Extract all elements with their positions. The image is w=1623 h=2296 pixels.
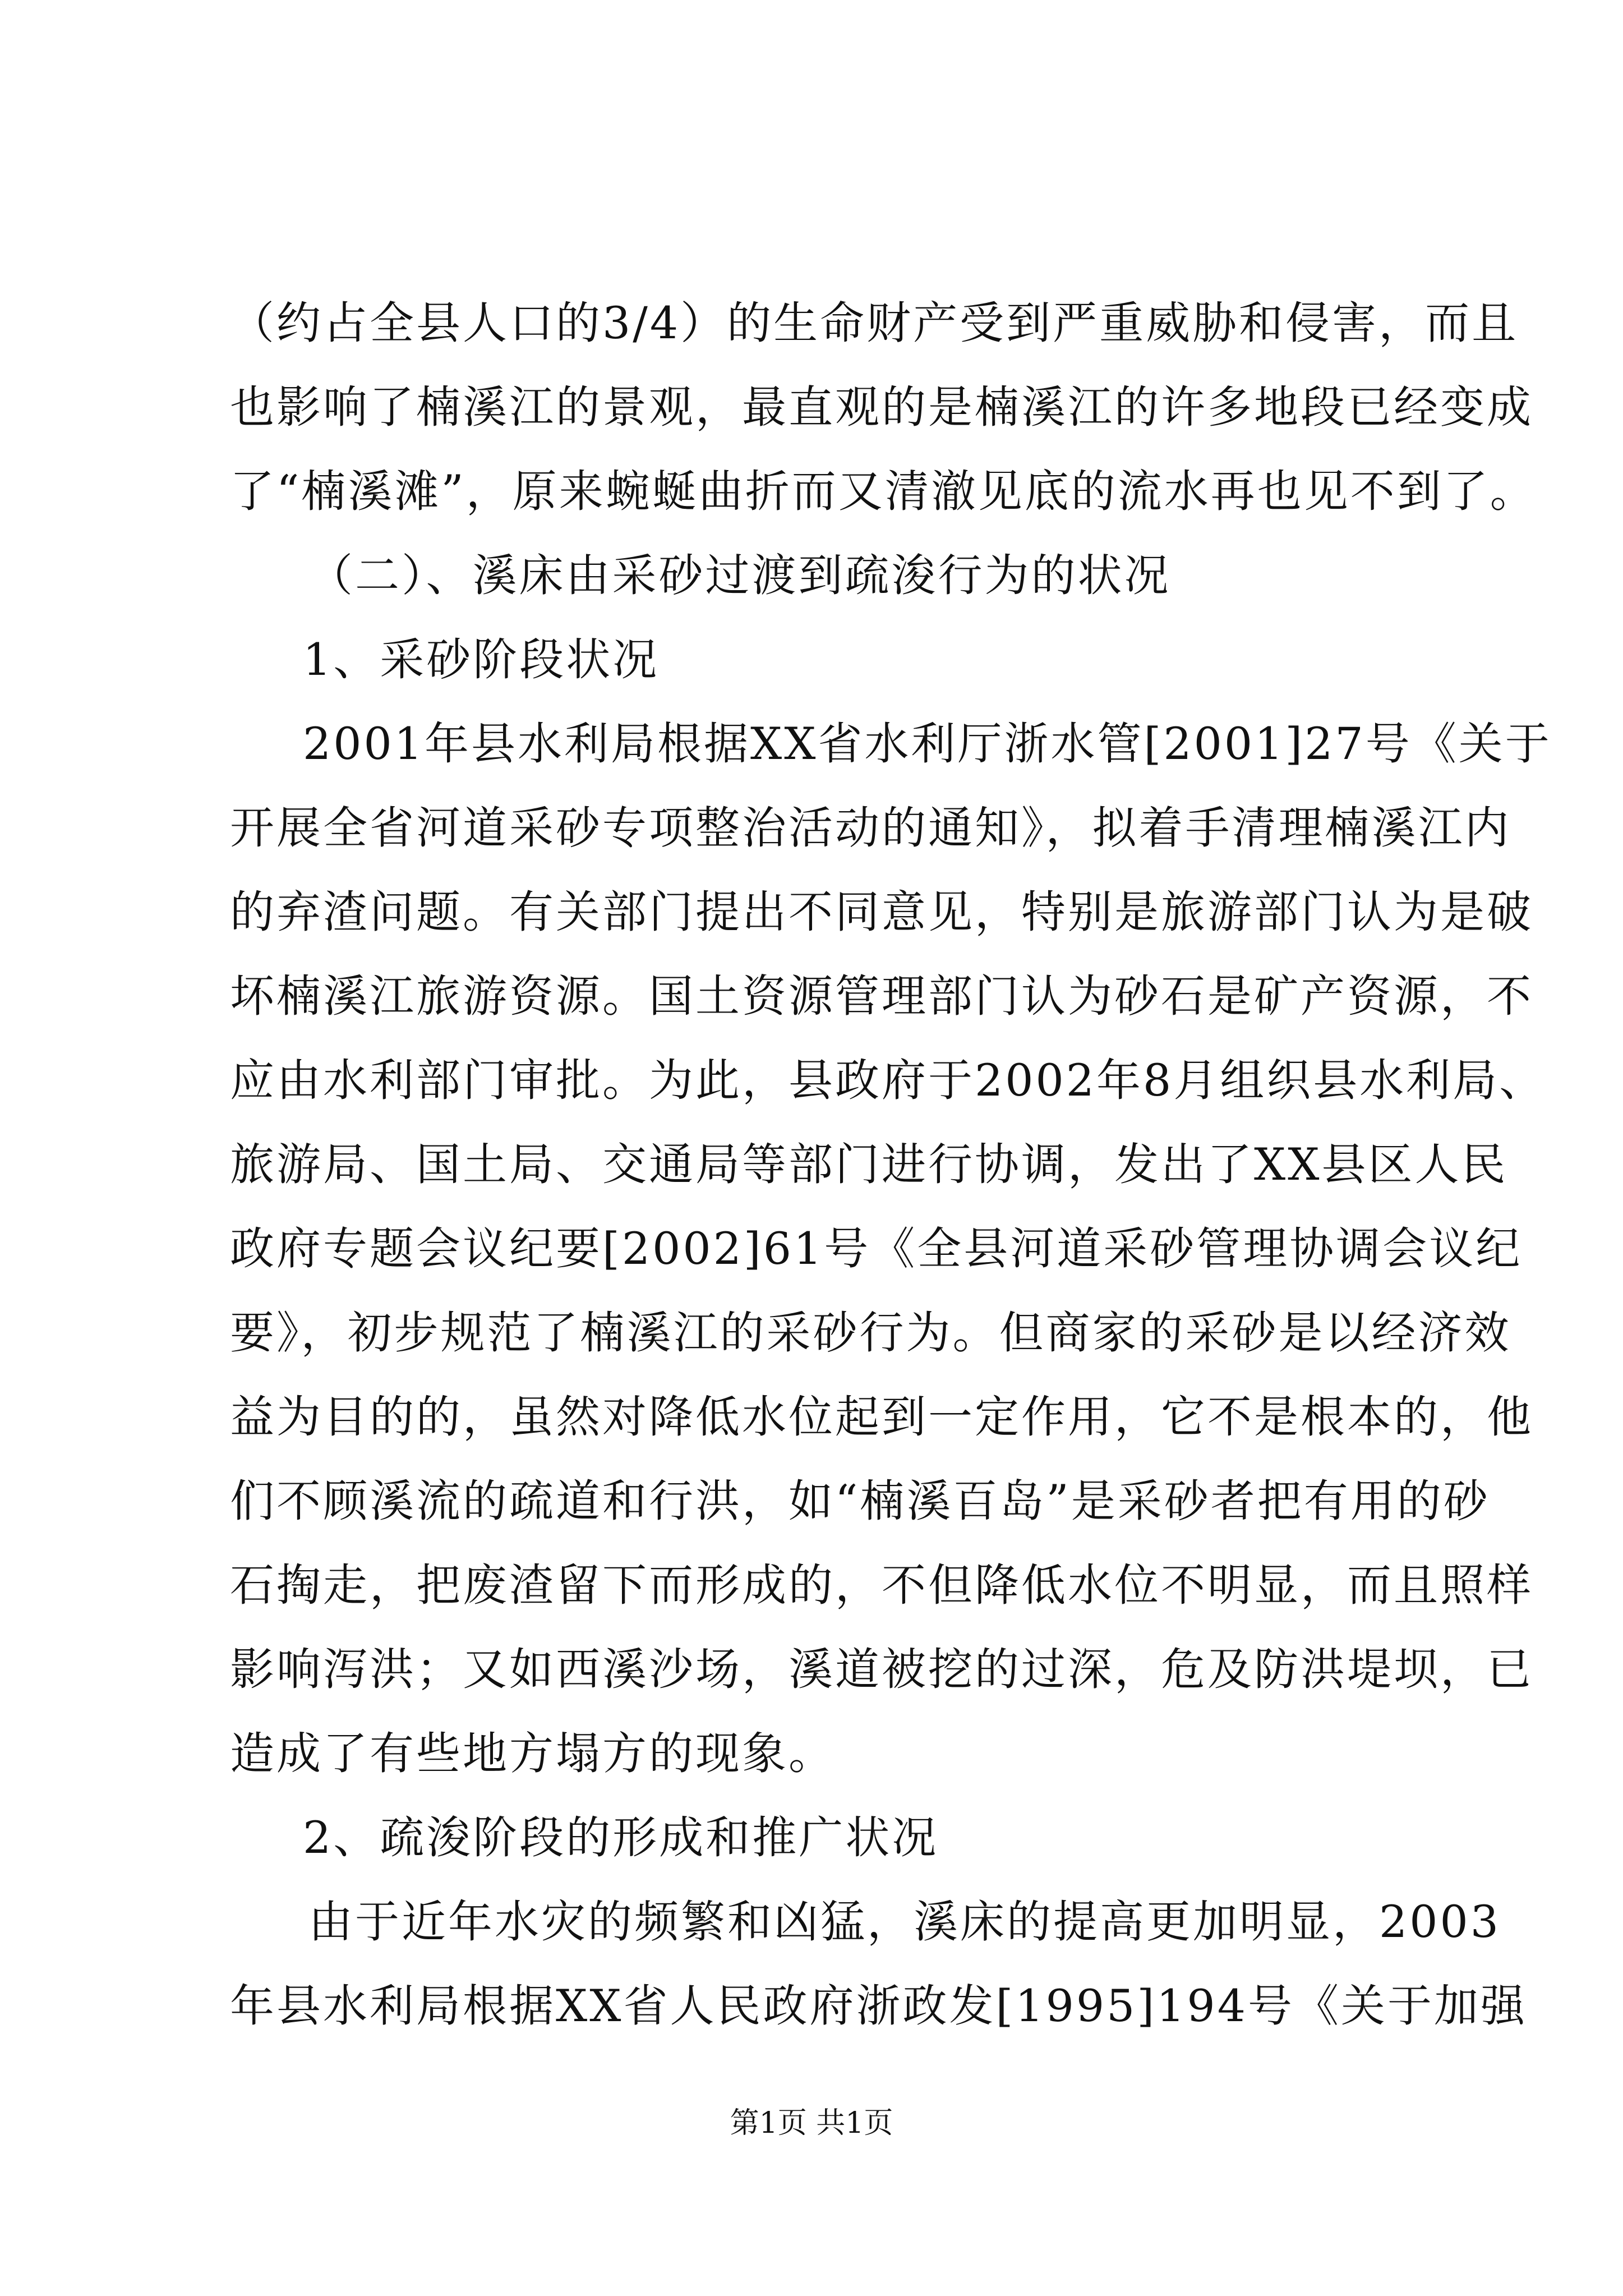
text-line: 的弃渣问题。有关部门提出不同意见，特别是旅游部门认为是破 bbox=[230, 886, 1533, 938]
text-line: 也影响了楠溪江的景观，最直观的是楠溪江的许多地段已经变成 bbox=[230, 381, 1533, 433]
text-line: 政府专题会议纪要[2002]61号《全县河道采砂管理协调会议纪 bbox=[230, 1223, 1523, 1274]
text-line: 开展全省河道采砂专项整治活动的通知》，拟着手清理楠溪江内 bbox=[230, 802, 1511, 854]
text-line: 由于近年水灾的频繁和凶猛，溪床的提高更加明显，2003 bbox=[308, 1896, 1501, 1948]
text-line: 们不顾溪流的疏道和行洪，如“楠溪百岛”是采砂者把有用的砂 bbox=[230, 1475, 1490, 1527]
text-line: 坏楠溪江旅游资源。国土资源管理部门认为砂石是矿产资源，不 bbox=[230, 970, 1533, 1022]
section-heading: （二）、溪床由采砂过渡到疏浚行为的状况 bbox=[308, 550, 1171, 601]
text-line: 石掏走，把废渣留下而形成的，不但降低水位不明显，而且照样 bbox=[230, 1559, 1533, 1611]
text-line: 2001年县水利局根据XX省水利厅浙水管[2001]27号《关于 bbox=[303, 718, 1552, 770]
page-footer: 第1页 共1页 bbox=[730, 2106, 893, 2140]
text-line: 旅游局、国土局、交通局等部门进行协调，发出了XX县区人民 bbox=[230, 1139, 1508, 1190]
text-line: 影响泻洪；又如西溪沙场，溪道被挖的过深，危及防洪堤坝，已 bbox=[230, 1644, 1533, 1695]
subsection-heading: 1、采砂阶段状况 bbox=[303, 634, 660, 685]
text-line: 年县水利局根据XX省人民政府浙政发[1995]194号《关于加强 bbox=[230, 1980, 1527, 2032]
text-line: 了“楠溪滩”，原来蜿蜒曲折而又清澈见底的流水再也见不到了。 bbox=[230, 466, 1537, 517]
text-line: 益为目的的，虽然对降低水位起到一定作用，它不是根本的，他 bbox=[230, 1391, 1533, 1443]
text-line: （约占全县人口的3/4）的生命财产受到严重威胁和侵害，而且 bbox=[230, 297, 1519, 349]
text-line: 应由水利部门审批。为此，县政府于2002年8月组织县水利局、 bbox=[230, 1055, 1546, 1106]
text-line: 造成了有些地方塌方的现象。 bbox=[230, 1728, 835, 1779]
text-line: 要》，初步规范了楠溪江的采砂行为。但商家的采砂是以经济效 bbox=[230, 1307, 1511, 1359]
subsection-heading: 2、疏浚阶段的形成和推广状况 bbox=[303, 1812, 939, 1864]
